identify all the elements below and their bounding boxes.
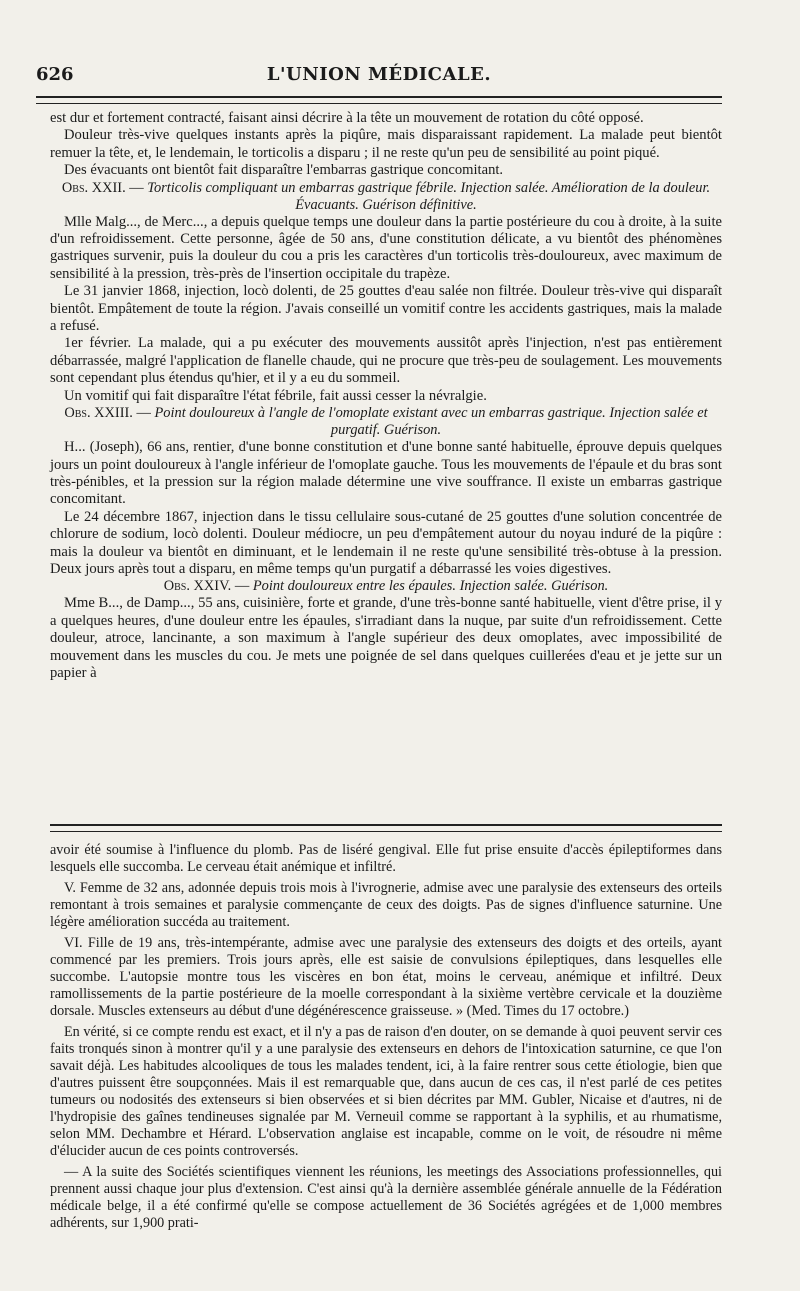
paragraph: Un vomitif qui fait disparaître l'état fébrile, fait aussi cesser la névralgie.	[64, 387, 487, 404]
paragraph: 1er février. La malade, qui a pu exécuter des mouvements aussitôt après l'injection, n'est pas entièrement débarrassée, malgré l'application de flanelle chaude, qui ne procure que très-peu de soulagement. Les mouvements sont cependant plus étendus qu'hier, et il y a eu du sommeil.	[50, 335, 722, 387]
observation-number: Obs. XXIV. —	[163, 578, 250, 595]
paragraph: Douleur très-vive quelques instants après la piqûre, mais disparaissant rapidement. La malade peut bientôt remuer la tête, et, le lendemain, le torticolis a disparu ; il ne reste qu'un peu de sensibilité au point piqué.	[50, 127, 722, 161]
paragraph: Le 31 janvier 1868, injection, locò dolenti, de 25 gouttes d'eau salée non filtrée. Douleur très-vive qui disparaît bientôt. Empâtement de toute la région. J'avais conseillé un vomitif contre les accidents gastriques, mais la malade a refusé.	[50, 283, 722, 335]
paragraph: Mlle Malg..., de Merc..., a depuis quelque temps une douleur dans la partie postérieure du cou à droite, à la suite d'un refroidissement. Cette personne, âgée de 50 ans, d'une constitution délicate, a vu bientôt des phénomènes gastriques survenir, puis la douleur du cou a pris les caractères d'un torticolis très-douloureux, avec maximum de sensibilité à la pression, très-près de l'insertion occipitale du trapèze.	[50, 213, 722, 282]
paragraph: H... (Joseph), 66 ans, rentier, d'une bonne constitution et d'une bonne santé habituelle, éprouve depuis quelques jours un point douloureux à l'angle inférieur de l'omoplate gauche. Tous les mouvements de l'épaule et du bras sont très-pénibles, et la pression sur la région malade détermine une vive souffrance. Il existe un embarras gastrique concomitant.	[50, 439, 722, 508]
paragraph: est dur et fortement contracté, faisant ainsi décrire à la tête un mouvement de rotation du côté opposé.	[50, 110, 644, 126]
paragraph: Le 24 décembre 1867, injection dans le tissu cellulaire sous-cutané de 25 gouttes d'une solution concentrée de chlorure de sodium, locò dolenti. Douleur médiocre, un peu d'empâtement autour du noyau induré de la piqûre : mais la douleur va bientôt en diminuant, et le lendemain il ne reste qu'une sensibilité très-obtuse à la pression. Deux jours après tout a disparu, en même temps qu'un purgatif a débarrassé les voies digestives.	[50, 508, 722, 577]
header-rule	[36, 96, 722, 104]
paragraph: — A la suite des Sociétés scientifiques viennent les réunions, les meetings des Associations professionnelles, qui prennent aussi chaque jour plus d'extension. C'est ainsi qu'à la dernière assemblée générale annuelle de la Fédération médicale belge, il a été confirmé qu'elle se compose actuellement de 36 Sociétés agrégées et de 1,000 membres adhérents, sur 1,900 prati-	[50, 1164, 722, 1231]
observation-title: Point douloureux entre les épaules. Injection salée. Guérison.	[252, 578, 609, 595]
paragraph: Mme B..., de Damp..., 55 ans, cuisinière, forte et grande, d'une très-bonne santé habituelle, vient d'être prise, il y a quelques heures, d'une douleur entre les épaules, s'irradiant dans la nuque, par suite d'un refroidissement. Cette douleur, atroce, lancinante, a son maximum à l'angle supérieur des deux omoplates, avec impossibilité de mouvement dans les muscles du cou. Je mets une poignée de sel dans quelques cuillerées d'eau et je jette sur un papier à	[50, 595, 722, 681]
page-number: 626	[36, 64, 74, 85]
observation-heading	[50, 180, 722, 214]
paragraph: En vérité, si ce compte rendu est exact, et il n'y a pas de raison d'en douter, on se demande à quoi peuvent servir ces faits tronqués sinon à montrer qu'il y a une paralysie des extenseurs en dehors de l'intoxication saturnine, ce que l'on savait déjà. Les habitudes alcooliques de tous les malades tendent, ici, à la faire rentrer sous cette étiologie, bien que d'autres puissent être soupçonnées. Mais il est remarquable que, dans aucun de ces cas, il n'est parlé de ces petites tumeurs ou nodosités des extenseurs si bien observées et si bien décrites par MM. Gubler, Nicaise et d'autres, ni de l'hydropisie des gaînes tendineuses signalée par M. Verneuil comme se rapportant à la syphilis, et au rhumatisme, selon MM. Dechambre et Hérard. L'observation anglaise est incapable, comme on le voit, de résoudre ni même d'élucider aucun de ces points controversés.	[50, 1024, 722, 1159]
paragraph: VI. Fille de 19 ans, très-intempérante, admise avec une paralysie des extenseurs des doigts et des orteils, ayant commencé par les premiers. Trois jours après, elle est saisie de convulsions épileptiques, dans lesquelles elle succombe. L'autopsie montre tous les viscères en bon état, moins le cerveau, anémique et infiltré. Deux ramollissements de la partie postérieure de la moelle correspondant à la sixième vertèbre cervicale et la douzième dorsale. Muscles extenseurs au début d'une dégénérescence graisseuse. » (Med. Times du 17 octobre.)	[50, 935, 722, 1019]
lower-text	[50, 842, 722, 1232]
upper-text	[50, 110, 722, 682]
observation-heading	[50, 578, 722, 595]
page-header	[36, 64, 722, 92]
paragraph: Des évacuants ont bientôt fait disparaître l'embarras gastrique concomitant.	[64, 162, 504, 179]
observation-heading	[50, 405, 722, 439]
observation-number: Obs. XXIII. —	[64, 405, 151, 422]
running-title: L'UNION MÉDICALE.	[266, 64, 492, 85]
paragraph: avoir été soumise à l'influence du plomb. Pas de liséré gengival. Elle fut prise ensuite d'accès épileptiformes dans lesquels elle succomba. Le cerveau était anémique et infiltré.	[50, 842, 722, 875]
observation-number: Obs. XXII. —	[61, 179, 144, 196]
section-rule	[50, 824, 722, 832]
observation-title: Torticolis compliquant un embarras gastrique fébrile. Injection salée. Amélioration de la douleur. Évacuants. Guérison définitive.	[147, 179, 711, 213]
observation-title: Point douloureux à l'angle de l'omoplate existant avec un embarras gastrique. Injection salée et purgatif. Guérison.	[154, 405, 708, 439]
paragraph: V. Femme de 32 ans, adonnée depuis trois mois à l'ivrognerie, admise avec une paralysie des extenseurs des orteils remontant à trois semaines et paralysie commençante de ceux des doigts. Pas de signes d'influence saturnine. Une légère amélioration succéda au traitement.	[50, 880, 722, 930]
